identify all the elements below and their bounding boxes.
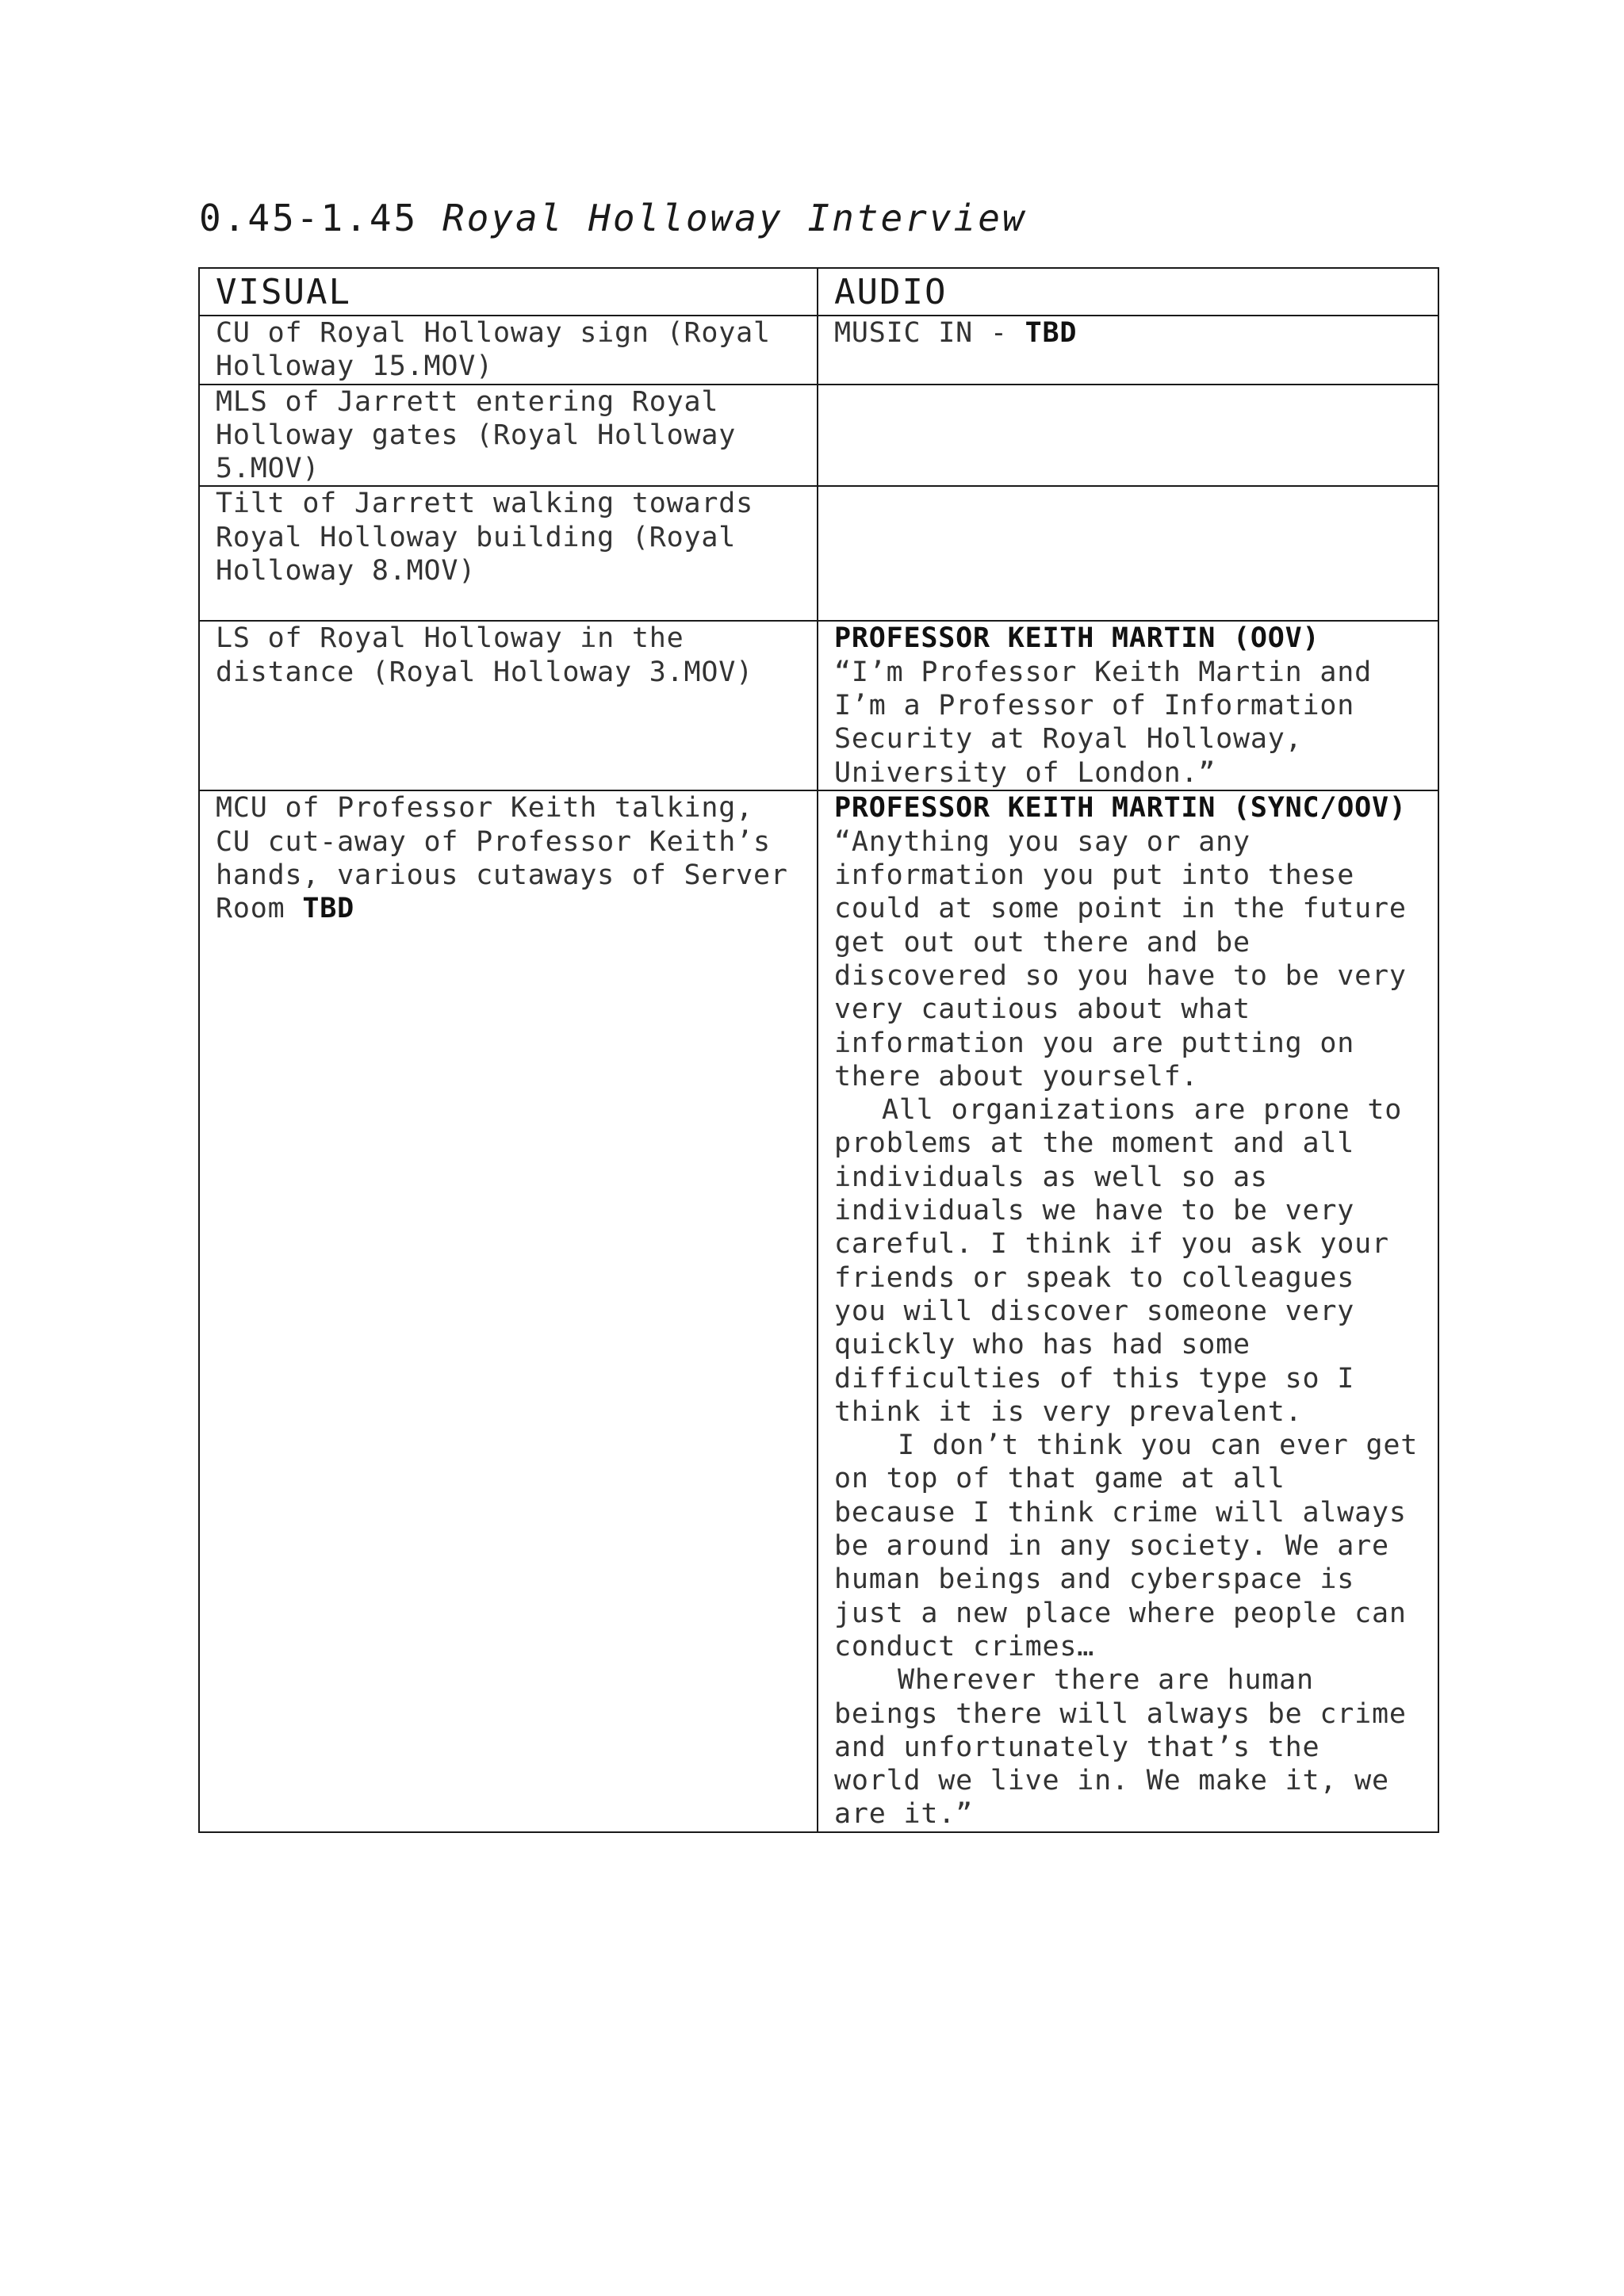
visual-cell — [199, 486, 818, 621]
audio-quote: “I’m Professor Keith Martin and I’m a Professor of Information Security at Royal Holloway, University of London.” — [834, 656, 1373, 789]
audio-text: MUSIC IN - — [834, 317, 1025, 349]
table-row — [199, 621, 1438, 790]
scene-heading — [199, 197, 1027, 239]
visual-cell — [199, 790, 818, 1831]
visual-text: CU of Royal Holloway sign (Royal Holloway 15.MOV) — [216, 317, 771, 383]
audio-cell — [818, 790, 1438, 1831]
tbd-marker: TBD — [302, 893, 354, 925]
table-header-row — [199, 268, 1438, 316]
scene-title: Royal Holloway Interview — [442, 197, 1027, 239]
av-script-table — [198, 267, 1439, 1833]
audio-cell — [818, 316, 1438, 385]
table-row — [199, 385, 1438, 487]
tbd-marker: TBD — [1025, 317, 1078, 349]
visual-column-header: VISUAL — [199, 268, 818, 316]
visual-cell — [199, 621, 818, 790]
visual-text: LS of Royal Holloway in the distance (Royal Holloway 3.MOV) — [216, 622, 754, 688]
table-row — [199, 790, 1438, 1831]
audio-paragraph: I don’t think you can ever get on top of that game at all because I think crime will always be around in any society. We are human beings and cyberspace is just a new place where people can conduct crimes… — [834, 1429, 1419, 1663]
audio-paragraph: “Anything you say or any information you put into these could at some point in the future get out out there and be discovered so you have to be very very cautious about what information you are putting on there about yourself. — [834, 825, 1407, 1093]
visual-text: Tilt of Jarrett walking towards Royal Holloway building (Royal Holloway 8.MOV) — [216, 488, 754, 587]
audio-cell — [818, 486, 1438, 621]
visual-cell — [199, 316, 818, 385]
audio-paragraph: Wherever there are human beings there will always be crime and unfortunately that’s the world we live in. We make it, we are it.” — [834, 1664, 1407, 1831]
scene-timecode: 0.45-1.45 — [199, 197, 419, 239]
visual-text: MCU of Professor Keith talking, CU cut-away of Professor Keith’s hands, various cutaways of Server Room — [216, 792, 788, 925]
audio-paragraph: All organizations are prone to problems at the moment and all individuals as well so as individuals we have to be very careful. I think if you ask your friends or speak to colleagues you will discover someone very quickly who has had some difficulties of this type so I think it is very prevalent. — [834, 1094, 1403, 1428]
visual-text: MLS of Jarrett entering Royal Holloway gates (Royal Holloway 5.MOV) — [216, 385, 737, 485]
audio-column-header: AUDIO — [818, 268, 1438, 316]
table-row — [199, 316, 1438, 385]
audio-cell — [818, 385, 1438, 487]
speaker-label: PROFESSOR KEITH MARTIN (SYNC/OOV) — [834, 792, 1407, 825]
audio-cell — [818, 621, 1438, 790]
visual-cell — [199, 385, 818, 487]
table-row — [199, 486, 1438, 621]
speaker-label: PROFESSOR KEITH MARTIN (OOV) — [834, 622, 1320, 655]
